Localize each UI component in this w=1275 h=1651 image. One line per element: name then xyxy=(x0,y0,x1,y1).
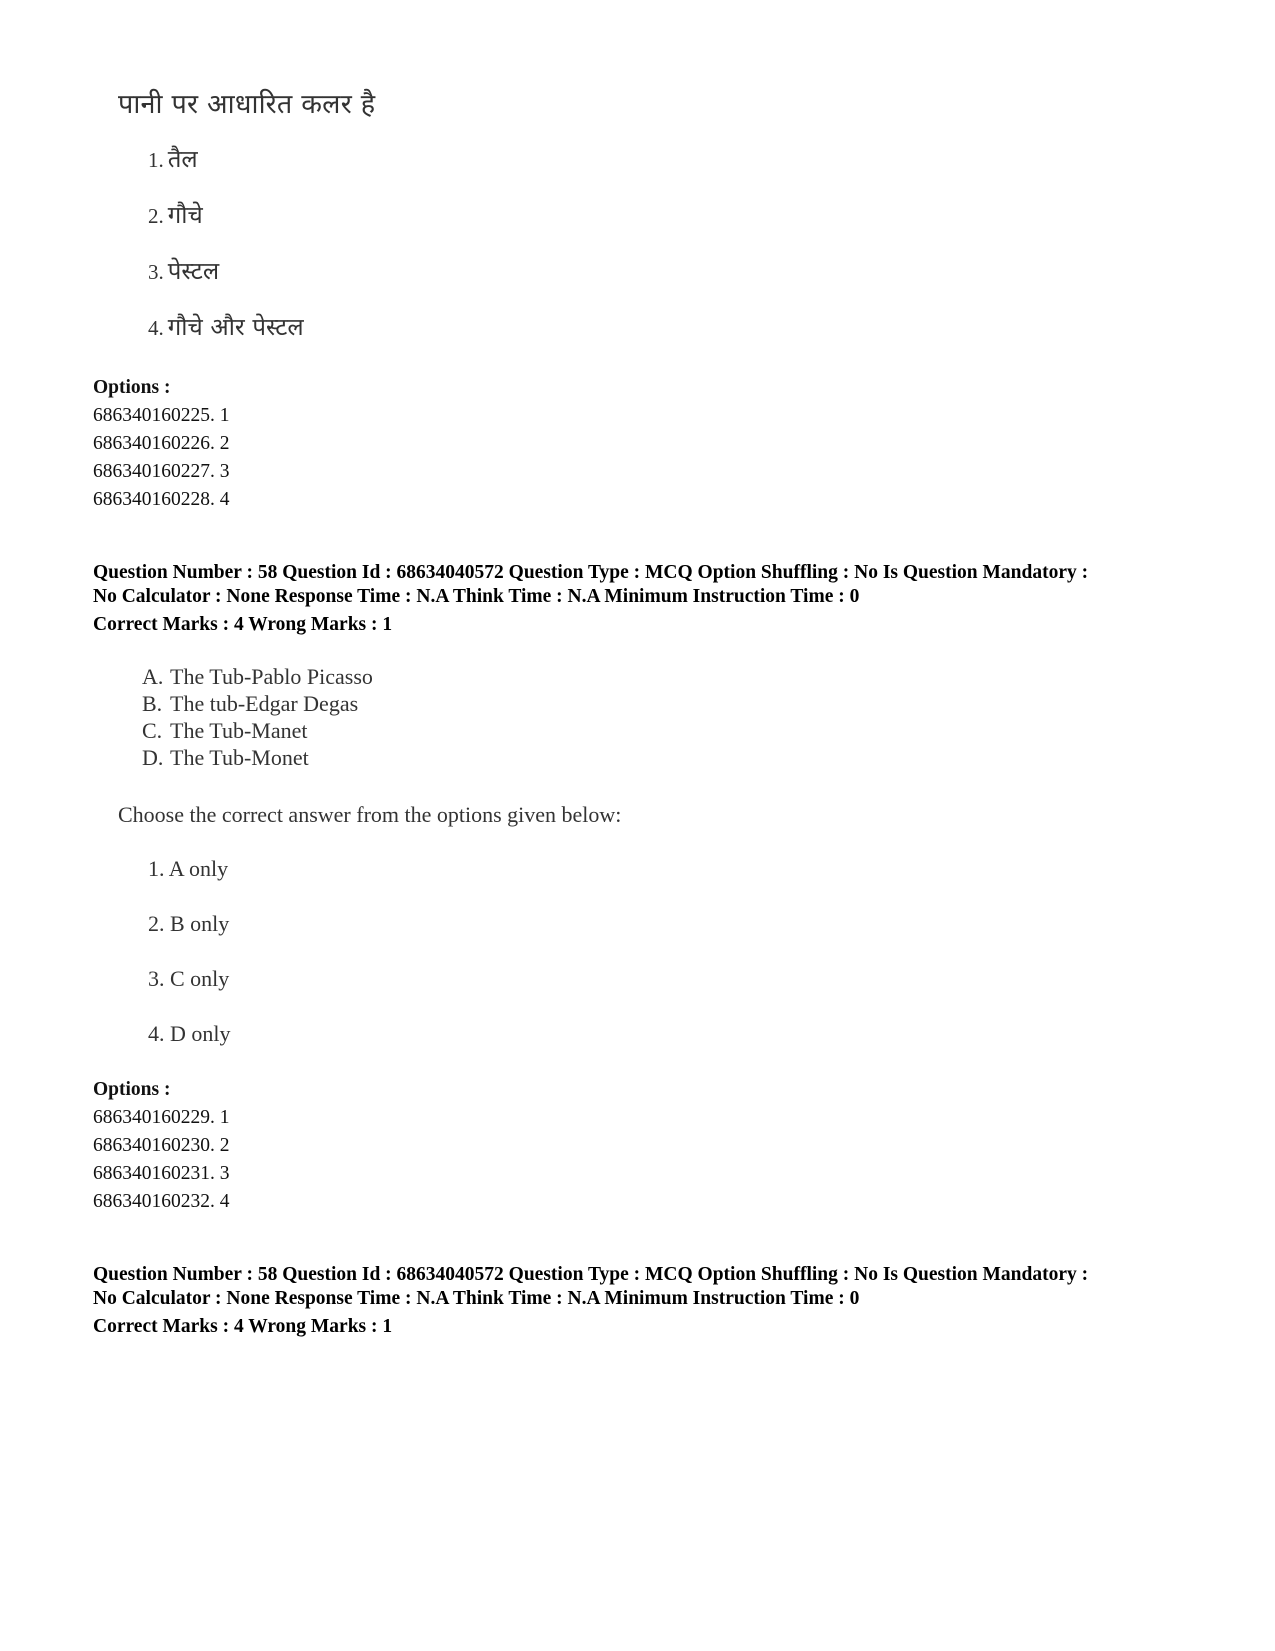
choice-item xyxy=(148,254,219,287)
option-line: 686340160229. 1 xyxy=(93,1107,230,1128)
question-marks: Correct Marks : 4 Wrong Marks : 1 xyxy=(93,614,393,635)
option-line: 686340160230. 2 xyxy=(93,1135,230,1156)
choice-number: 4. xyxy=(148,316,164,340)
choice-text: तैल xyxy=(167,145,198,173)
option-line: 686340160232. 4 xyxy=(93,1191,230,1212)
choice-text: गौचे xyxy=(167,201,203,229)
statement-item xyxy=(142,691,358,717)
question-marks: Correct Marks : 4 Wrong Marks : 1 xyxy=(93,1316,393,1337)
choice-item xyxy=(148,142,198,175)
statement-item xyxy=(142,745,309,771)
question-meta-line2: No Calculator : None Response Time : N.A Think Time : N.A Minimum Instruction Time : 0 xyxy=(93,586,860,607)
option-line: 686340160226. 2 xyxy=(93,433,230,454)
statement-letter: B. xyxy=(142,691,163,716)
option-line: 686340160231. 3 xyxy=(93,1163,230,1184)
choice-item xyxy=(148,310,304,343)
question-instruction: Choose the correct answer from the options given below: xyxy=(118,802,622,827)
statement-letter: D. xyxy=(142,745,164,770)
option-line: 686340160227. 3 xyxy=(93,461,230,482)
choice-text: गौचे और पेस्टल xyxy=(167,313,304,341)
question-meta-line2: No Calculator : None Response Time : N.A Think Time : N.A Minimum Instruction Time : 0 xyxy=(93,1288,860,1309)
option-line: 686340160228. 4 xyxy=(93,489,230,510)
choice-item: 1. A only xyxy=(148,856,229,881)
statement-item xyxy=(142,664,373,690)
statement-letter: A. xyxy=(142,664,164,689)
choice-item: 3. C only xyxy=(148,966,230,991)
question-meta-line1: Question Number : 58 Question Id : 68634040572 Question Type : MCQ Option Shuffling : No Is Question Mandatory : xyxy=(93,1264,1089,1285)
statement-text: The Tub-Manet xyxy=(170,718,308,743)
statement-letter: C. xyxy=(142,718,163,743)
option-line: 686340160225. 1 xyxy=(93,405,230,426)
statement-text: The tub-Edgar Degas xyxy=(170,691,359,716)
choice-text: पेस्टल xyxy=(167,257,220,285)
choice-item: 4. D only xyxy=(148,1021,231,1046)
statement-item xyxy=(142,718,308,744)
question-stem-hindi: पानी पर आधारित कलर है xyxy=(118,89,376,120)
statement-text: The Tub-Monet xyxy=(170,745,309,770)
choice-item xyxy=(148,198,203,231)
choice-number: 1. xyxy=(148,148,164,172)
choice-item: 2. B only xyxy=(148,911,230,936)
options-label: Options : xyxy=(93,1079,171,1100)
options-label: Options : xyxy=(93,377,171,398)
choice-number: 2. xyxy=(148,204,164,228)
question-meta-line1: Question Number : 58 Question Id : 68634040572 Question Type : MCQ Option Shuffling : No Is Question Mandatory : xyxy=(93,562,1089,583)
statement-text: The Tub-Pablo Picasso xyxy=(170,664,373,689)
choice-number: 3. xyxy=(148,260,164,284)
